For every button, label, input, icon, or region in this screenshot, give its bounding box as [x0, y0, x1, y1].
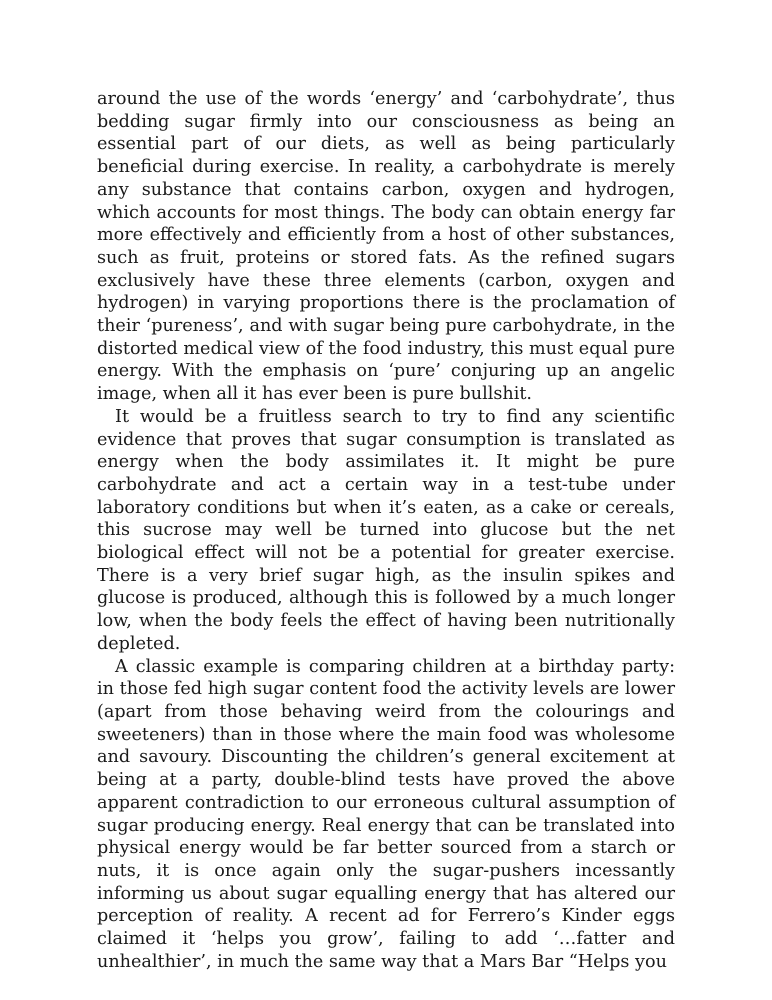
paragraph-2: It would be a fruitless search to try to find any scientific evidence that proves that sugar consumption is translated as energy when the body assimilates it. It might be pure carbohydrate and act a certain way in a test-tube under laboratory conditions but when it’s eaten, as a cake or cereals, this sucrose may well be turned into glucose but the net biological effect will not be a potential for greater exercise. There is a very brief sugar high, as the insulin spikes and glucose is produced, although this is followed by a much longer low, when the body feels the effect of having been nutritionally depleted.	[97, 406, 675, 654]
body-text	[97, 88, 675, 973]
paragraph-1: around the use of the words ‘energy’ and ‘carbohydrate’, thus bedding sugar firmly into our consciousness as being an essential part of our diets, as well as being particularly beneficial during exercise. In reality, a carbohydrate is merely any substance that contains carbon, oxygen and hydrogen, which accounts for most things. The body can obtain energy far more effectively and efficiently from a host of other substances, such as fruit, proteins or stored fats. As the refined sugars exclusively have these three elements (carbon, oxygen and hydrogen) in varying proportions there is the proclamation of their ‘pureness’, and with sugar being pure carbohydrate, in the distorted medical view of the food industry, this must equal pure energy. With the emphasis on ‘pure’ conjuring up an angelic image, when all it has ever been is pure bullshit.	[97, 89, 675, 405]
paragraph-3: A classic example is comparing children at a birthday party: in those fed high sugar content food the activity levels are lower (apart from those behaving weird from the colourings and sweeteners) than in those where the main food was wholesome and savoury. Discounting the children’s general excitement at being at a party, double-blind tests have proved the above apparent contradiction to our erroneous cultural assumption of sugar producing energy. Real energy that can be translated into physical energy would be far better sourced from a starch or nuts, it is once again only the sugar-pushers incessantly informing us about sugar equalling energy that has altered our perception of reality. A recent ad for Ferrero’s Kinder eggs claimed it ‘helps you grow’, failing to add ‘…fatter and unhealthier’, in much the same way that a Mars Bar “Helps you	[97, 656, 675, 972]
